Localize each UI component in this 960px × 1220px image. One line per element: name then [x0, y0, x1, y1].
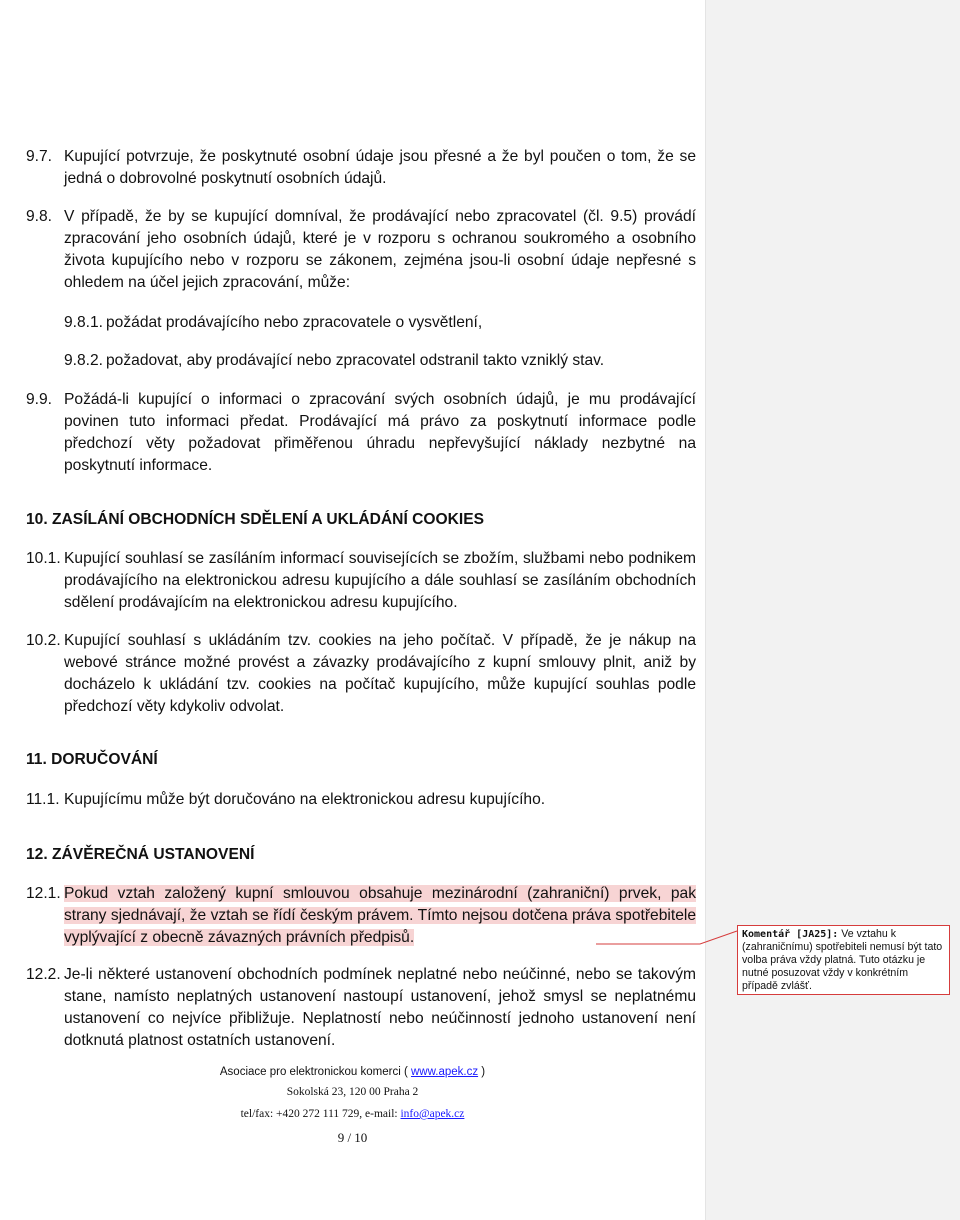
page-number: 9 / 10 — [337, 1130, 368, 1145]
comments-markup-pane — [705, 0, 960, 1220]
clause-text: V případě, že by se kupující domníval, že prodávající nebo zpracovatel (čl. 9.5) provádí zpracování jeho osobních údajů, které je v rozporu s ochranou soukromého a osobního života kupujícího nebo v rozporu se zákonem, zejména jsou-li osobní údaje nepřesné s ohledem na účel jejich zpracování, může: — [64, 208, 696, 291]
clause-text: požadovat, aby prodávající nebo zpracovatel odstranil takto vzniklý stav. — [106, 352, 605, 369]
footer-contact — [0, 1108, 705, 1120]
clause-text: Je-li některé ustanovení obchodních podmínek neplatné nebo neúčinné, nebo se takovým stane, namísto neplatných ustanovení nastoupí ustanovení, jehož smysl se neplatnému ustanovení co nejvíce přibližuje. Neplatností nebo neúčinností jednoho ustanovení není dotknutá platnost ostatních ustanovení. — [64, 966, 696, 1049]
footer-contact-prefix: tel/fax: +420 272 111 729, e-mail: — [240, 1108, 401, 1120]
section-heading-12: 12. ZÁVĚREČNÁ USTANOVENÍ — [26, 846, 255, 863]
clause-number: 9.9. — [26, 391, 53, 408]
footer-email-link[interactable]: info@apek.cz — [400, 1108, 465, 1120]
section-heading-10: 10. ZASÍLÁNÍ OBCHODNÍCH SDĚLENÍ A UKLÁDÁNÍ COOKIES — [26, 511, 485, 528]
section-heading-11: 11. DORUČOVÁNÍ — [26, 751, 158, 768]
footer-org-prefix: Asociace pro elektronickou komerci ( — [219, 1066, 411, 1078]
clause-number: 12.1. — [26, 885, 61, 902]
footer-address: Sokolská 23, 120 00 Praha 2 — [286, 1086, 419, 1098]
footer-website-link[interactable]: www.apek.cz — [410, 1066, 479, 1078]
clause-text: Kupující potvrzuje, že poskytnuté osobní údaje jsou přesné a že byl poučen o tom, že se jedná o dobrovolné poskytnutí osobních údajů. — [64, 148, 696, 187]
clause-text: Kupujícímu může být doručováno na elektronickou adresu kupujícího. — [64, 791, 546, 808]
comment-balloon[interactable] — [737, 925, 950, 995]
clause-number: 11.1. — [26, 791, 60, 808]
clause-number: 9.8.1. — [64, 314, 104, 331]
footer-org-suffix: ) — [478, 1066, 486, 1078]
clause-text — [64, 883, 696, 949]
clause-text: Požádá-li kupující o informaci o zpracování svých osobních údajů, je mu prodávající povinen tuto informaci předat. Prodávající má právo za poskytnutí informace podle předchozí věty požadovat přiměřenou úhradu nepřevyšující náklady nezbytné na poskytnutí informace. — [64, 391, 696, 474]
clause-number: 10.2. — [26, 632, 61, 649]
comment-text: Ve vztahu k (zahraničnímu) spotřebiteli nemusí být tato volba práva vždy platná. Tuto otázku je nutné posuzovat vždy v konkrétním případě zvlášť. — [742, 928, 943, 992]
comment-author: Komentář [JA25]: — [742, 929, 839, 940]
clause-number: 12.2. — [26, 966, 61, 983]
clause-number: 9.8. — [26, 208, 53, 225]
clause-number: 9.7. — [26, 148, 53, 165]
clause-text: Kupující souhlasí se zasíláním informací souvisejících se zbožím, službami nebo podnikem prodávajícího na elektronickou adresu kupujícího a dále souhlasí se zasíláním obchodních sdělení prodávajícím na elektronickou adresu kupujícího. — [64, 550, 696, 611]
commented-text-highlight[interactable]: Pokud vztah založený kupní smlouvou obsahuje mezinárodní (zahraniční) prvek, pak strany sjednávají, že vztah se řídí českým právem. Tímto nejsou dotčena práva spotřebitele vyplývající z obecně závazných právních předpisů. — [64, 885, 696, 946]
clause-number: 10.1. — [26, 550, 61, 567]
footer-organization — [0, 1066, 705, 1078]
clause-text: Kupující souhlasí s ukládáním tzv. cookies na jeho počítač. V případě, že je nákup na webové stránce možné provést a závazky prodávajícího z kupní smlouvy plnit, aniž by docházelo k ukládání tzv. cookies na počítač kupujícího, může kupující souhlas podle předchozí věty kdykoliv odvolat. — [64, 632, 696, 715]
clause-text: požádat prodávajícího nebo zpracovatele o vysvětlení, — [106, 314, 483, 331]
clause-number: 9.8.2. — [64, 352, 104, 369]
